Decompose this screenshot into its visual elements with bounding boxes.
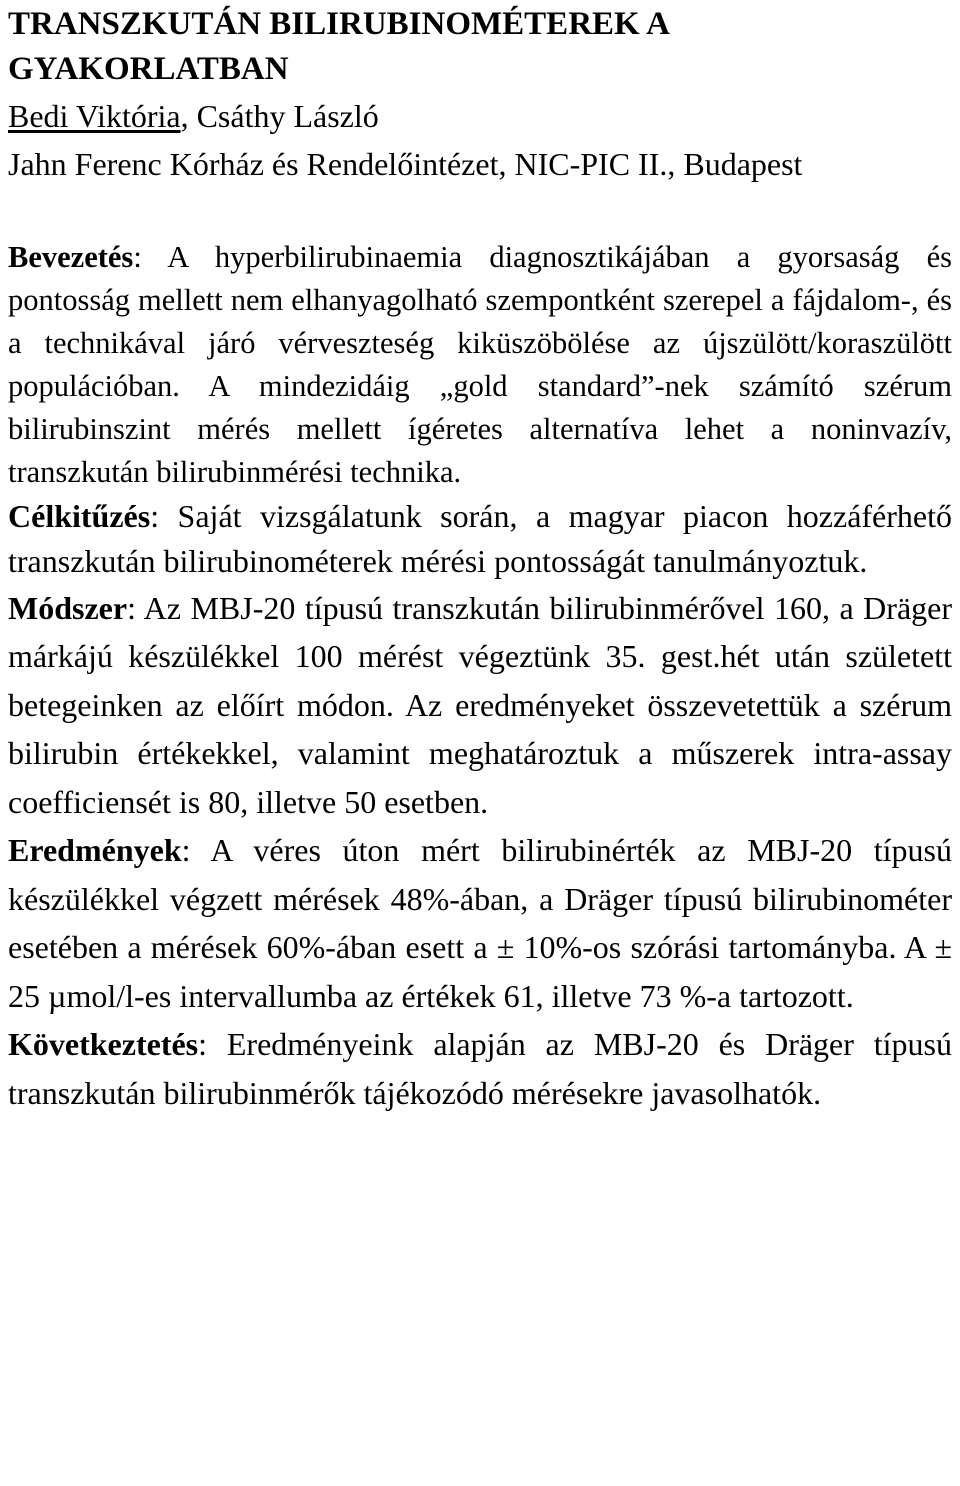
section-text-introduction: : A hyperbilirubinaemia diagnosztikájában a gyorsaság és pontosság mellett nem elhanyagolható szempontként szerepel a fájdalom-, és a technikával járó vérveszteség kiküszöbölése az újszülött/koraszülött populációban. A mindezidáig „gold standard”-nek számító szérum bilirubinszint mérés mellett ígéretes alternatíva lehet a noninvazív, transzkután bilirubinmérési technika. <box>8 240 952 489</box>
co-author: Csáthy László <box>196 98 379 134</box>
section-introduction <box>8 236 952 494</box>
section-label-objective: Célkitűzés <box>8 498 151 534</box>
section-results <box>8 826 952 1020</box>
section-objective <box>8 494 952 584</box>
section-label-introduction: Bevezetés <box>8 240 134 274</box>
author-line <box>8 92 952 140</box>
section-method <box>8 584 952 826</box>
section-label-method: Módszer <box>8 590 128 626</box>
section-text-objective: : Saját vizsgálatunk során, a magyar piacon hozzáférhető transzkután bilirubinométerek mérési pontosságát tanulmányoztuk. <box>8 498 952 579</box>
author-separator: , <box>180 98 197 134</box>
presenting-author: Bedi Viktória <box>8 98 181 134</box>
blank-line <box>8 188 952 236</box>
section-label-conclusion: Következtetés <box>8 1026 199 1063</box>
section-conclusion <box>8 1020 952 1117</box>
affiliation: Jahn Ferenc Kórház és Rendelőintézet, NIC-PIC II., Budapest <box>8 146 803 182</box>
section-text-conclusion: : Eredményeink alapján az MBJ-20 és Dräger típusú transzkután bilirubinmérők tájékozódó mérésekre javasolhatók. <box>8 1026 952 1111</box>
section-text-results: : A véres úton mért bilirubinérték az MBJ-20 típusú készülékkel végzett mérések 48%-ában, a Dräger típusú bilirubinométer esetében a mérések 60%-ában esett a ± 10%-os szórási tartományba. A ± 25 µmol/l-es intervallumba az értékek 61, illetve 73 %-a tartozott. <box>8 832 952 1014</box>
section-text-method: : Az MBJ-20 típusú transzkután bilirubinmérővel 160, a Dräger márkájú készülékkel 100 mérést végeztünk 35. gest.hét után született betegeinken az előírt módon. Az eredményeket összevetettük a szérum bilirubin értékekkel, valamint meghatároztuk a műszerek intra-assay coefficiensét is 80, illetve 50 esetben. <box>8 590 952 820</box>
section-label-results: Eredmények <box>8 832 182 869</box>
abstract-title: TRANSZKUTÁN BILIRUBINOMÉTEREK A GYAKORLATBAN <box>8 6 669 87</box>
